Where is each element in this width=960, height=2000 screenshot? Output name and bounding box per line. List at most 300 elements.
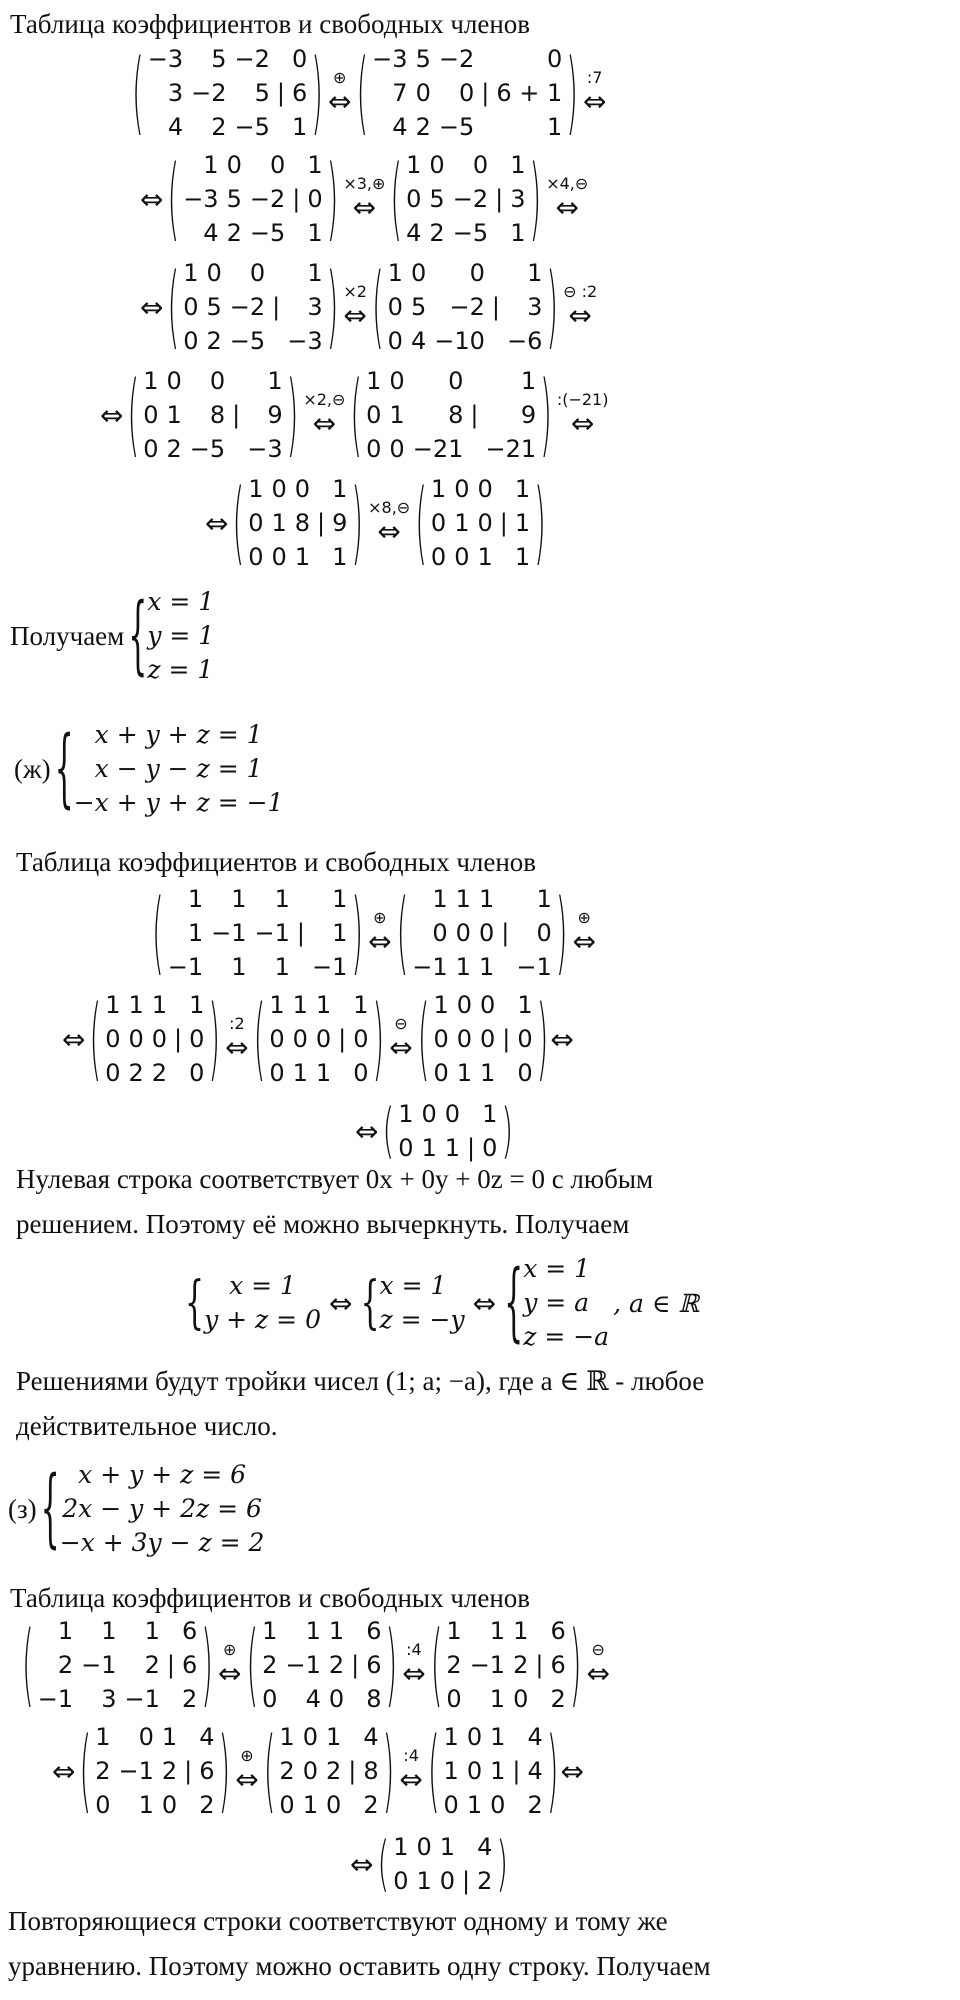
matrix-cell: 0 xyxy=(406,185,422,213)
matrix-cell: 1 xyxy=(267,367,283,395)
matrix-row-5 xyxy=(205,472,548,574)
matrix-cell: 1 xyxy=(307,151,323,179)
matrix-cell: 5 xyxy=(429,185,445,213)
matrix-cell: 1 xyxy=(455,885,471,913)
right-paren: ) xyxy=(536,986,549,1092)
augmented-matrix xyxy=(428,1720,559,1822)
matrix-cell: −3 xyxy=(372,45,408,73)
matrix-cell: 0 xyxy=(325,1791,342,1819)
matrix-cell: 0 xyxy=(269,1059,285,1087)
system-brace: { xyxy=(504,1253,524,1353)
equation: x + y + z = 6 xyxy=(78,1460,246,1489)
augmented-matrix xyxy=(264,1720,395,1822)
augment-separator: | xyxy=(232,401,241,429)
matrix-cell: 2 xyxy=(144,1651,160,1679)
matrix-cell: 1 xyxy=(454,509,470,537)
augmented-matrix xyxy=(418,988,549,1090)
paragraph-line: Повторяющиеся строки соответствуют одному и тому же xyxy=(8,1906,668,1936)
system-brace: { xyxy=(54,719,74,819)
matrix-cell: −1 xyxy=(285,1651,321,1679)
matrix-cell: 1 xyxy=(291,113,308,141)
matrix-cell: 2 xyxy=(325,1757,342,1785)
augment-separator: | xyxy=(491,293,500,321)
matrix-cell: 1 xyxy=(393,1833,409,1861)
matrix-cell: 0 xyxy=(513,1685,529,1713)
matrix-cell: 0 xyxy=(477,475,493,503)
right-paren: ) xyxy=(540,362,552,468)
matrix-cell: 1 xyxy=(274,885,290,913)
problem-label: (з) xyxy=(8,1493,37,1524)
matrix-cell: 1 xyxy=(248,475,264,503)
equation: z = 1 xyxy=(147,655,214,684)
matrix-cell: 8 xyxy=(363,1757,379,1785)
right-paren: ) xyxy=(311,40,323,146)
matrix-cell: −21 xyxy=(412,435,464,463)
matrix-cell: 0 xyxy=(478,919,495,947)
section-heading: Таблица коэффициентов и свободных членов xyxy=(16,847,537,877)
matrix-cell: 1 xyxy=(446,1617,462,1645)
augmented-matrix xyxy=(390,148,541,250)
right-paren: ) xyxy=(569,1612,582,1718)
matrix-cell: 2 xyxy=(279,1757,295,1785)
matrix-cell: 6 xyxy=(199,1757,215,1785)
matrix-cell: 2 xyxy=(363,1791,379,1819)
matrix-cell: 0 xyxy=(248,543,264,571)
right-paren: ) xyxy=(326,254,339,360)
matrix-cell: 0 xyxy=(448,367,464,395)
matrix-cell: −1 xyxy=(37,1685,74,1713)
matrix-cell: 0 xyxy=(546,45,563,73)
matrix-cell: 0 xyxy=(393,1867,409,1895)
row-operation-arrow: ⊕ ⇔ xyxy=(572,908,596,958)
right-paren: ) xyxy=(546,254,559,360)
row-operation-arrow: :7 ⇔ xyxy=(582,68,607,118)
matrix-cell: 9 xyxy=(332,509,348,537)
equivalence-sign: ⇔ xyxy=(205,506,229,540)
left-paren: ( xyxy=(232,470,245,576)
right-paren: ) xyxy=(351,880,364,986)
matrix-cell: 1 xyxy=(546,113,563,141)
matrix-cell: 1 xyxy=(510,219,526,247)
matrix-cell: 0 xyxy=(517,1025,533,1053)
matrix-cell: 0 xyxy=(269,151,286,179)
augment-separator: | xyxy=(495,185,504,213)
left-paren: ( xyxy=(89,986,102,1092)
matrix-cell: 1 xyxy=(389,401,405,429)
matrix-cell: 8 xyxy=(366,1685,382,1713)
matrix-cell: 2 xyxy=(206,327,222,355)
left-paren: ( xyxy=(382,1096,395,1166)
equation: z = −a xyxy=(523,1322,610,1351)
matrix-cell: 2 xyxy=(328,1651,345,1679)
matrix-cell: 1 xyxy=(456,1059,472,1087)
matrix-cell: 1 xyxy=(328,1617,345,1645)
matrix-cell: 1 xyxy=(325,1723,342,1751)
matrix-cell: 6 xyxy=(366,1651,382,1679)
row-operation-arrow: :2 ⇔ xyxy=(225,1014,249,1064)
left-paren: ( xyxy=(377,1829,390,1899)
matrix-cell: 1 xyxy=(482,1100,498,1128)
left-paren: ( xyxy=(167,146,180,252)
right-paren: ) xyxy=(555,880,568,986)
matrix-cell: −1 xyxy=(254,919,290,947)
matrix-cell: 0 xyxy=(151,1025,168,1053)
augmented-matrix xyxy=(431,1614,582,1716)
row-operation-arrow: ×4,⊖ ⇔ xyxy=(546,174,589,224)
matrix-cell: −2 xyxy=(438,45,475,73)
matrix-cell: 5 xyxy=(254,79,270,107)
matrix-cell: 0 xyxy=(432,919,448,947)
matrix-cell: 4 xyxy=(305,1685,321,1713)
matrix-cell: 1 xyxy=(455,953,471,981)
matrix-cell: 0 xyxy=(389,435,405,463)
matrix-cell: 0 xyxy=(517,1059,533,1087)
problem-z-system xyxy=(8,1458,264,1560)
matrix-cell: −3 xyxy=(247,435,283,463)
matrix-cell: 1 xyxy=(189,991,205,1019)
matrix-cell: 5 xyxy=(211,45,227,73)
matrix-cell: 1 xyxy=(421,1134,437,1162)
matrix-cell: 0 xyxy=(307,185,323,213)
matrix-cell: 3 xyxy=(167,79,184,107)
equivalence-sign: ⇔ xyxy=(62,1022,86,1056)
matrix-cell: 0 xyxy=(466,1723,483,1751)
right-paren: ) xyxy=(566,40,578,146)
matrix-cell: 2 xyxy=(211,113,227,141)
augmented-matrix xyxy=(377,1830,508,1898)
matrix-cell: 9 xyxy=(267,401,283,429)
system-brace: { xyxy=(360,1269,380,1337)
matrix-cell: 0 xyxy=(189,1025,205,1053)
right-paren: ) xyxy=(208,986,221,1092)
left-paren: ( xyxy=(132,40,144,146)
matrix-cell: 1 xyxy=(443,1757,459,1785)
matrix-cell: 0 xyxy=(456,991,472,1019)
matrix-cell: −5 xyxy=(452,219,489,247)
augmented-matrix xyxy=(232,472,363,574)
matrix-cell: 2 xyxy=(161,1757,178,1785)
matrix-cell: 0 xyxy=(138,1723,154,1751)
equivalence-sign: ⇔ xyxy=(560,1754,584,1788)
matrix-cell: 1 xyxy=(489,1617,506,1645)
section-heading: Таблица коэффициентов и свободных членов xyxy=(10,9,531,39)
equivalence-sign: ⇔ xyxy=(350,1847,374,1881)
equation: x = 1 xyxy=(147,587,215,616)
matrix-cell: 1 xyxy=(536,885,552,913)
matrix-cell: 7 xyxy=(392,79,408,107)
right-paren: ) xyxy=(286,362,299,468)
matrix-cell: 0 xyxy=(472,151,489,179)
matrix-cell: 2 xyxy=(477,1867,493,1895)
matrix-cell: 1 xyxy=(292,1059,308,1087)
matrix-cell: −3 xyxy=(183,185,219,213)
row-operation-arrow: ⊖ :2 ⇔ xyxy=(563,282,598,332)
right-paren: ) xyxy=(201,1612,213,1718)
matrix-cell: 1 xyxy=(513,1617,529,1645)
paragraph-line: Решениями будут тройки чисел (1; a; −a), где a ∈ ℝ - любое xyxy=(16,1366,705,1396)
matrix-cell: 0 xyxy=(206,259,222,287)
right-paren: ) xyxy=(529,146,542,252)
matrix-cell: 2 xyxy=(429,219,445,247)
left-paren: ( xyxy=(167,254,180,360)
matrix-cell: 1 xyxy=(57,1617,74,1645)
matrix-cell: 1 xyxy=(443,1723,459,1751)
matrix-cell: 1 xyxy=(527,259,543,287)
matrix-cell: 4 xyxy=(527,1757,543,1785)
matrix-cell: 1 xyxy=(138,1791,154,1819)
matrix-cell: 0 xyxy=(387,293,403,321)
matrix-row-z-3 xyxy=(350,1830,510,1898)
augmented-matrix xyxy=(89,988,220,1090)
right-paren: ) xyxy=(546,1718,559,1824)
matrix-cell: 4 xyxy=(199,1723,215,1751)
matrix-cell: 0 xyxy=(439,1867,456,1895)
matrix-cell: 0 xyxy=(271,475,287,503)
matrix-cell: 0 xyxy=(353,1059,369,1087)
matrix-cell: 0 xyxy=(443,1791,459,1819)
matrix-cell: 0 xyxy=(482,1134,498,1162)
left-paren: ( xyxy=(390,146,403,252)
matrix-cell: 1 xyxy=(269,991,285,1019)
matrix-cell: 0 xyxy=(446,1685,462,1713)
matrix-cell: 1 xyxy=(432,885,448,913)
matrix-cell: 0 xyxy=(433,1059,449,1087)
paragraph-line: действительное число. xyxy=(16,1411,278,1441)
left-paren: ( xyxy=(79,1718,92,1824)
matrix-cell: 4 xyxy=(527,1723,543,1751)
equation: y = a xyxy=(523,1288,590,1317)
matrix-cell: 0 xyxy=(226,151,242,179)
row-operation-arrow: :(−21) ⇔ xyxy=(556,390,609,440)
equivalence-sign: ⇔ xyxy=(140,290,164,324)
augmented-matrix xyxy=(350,364,551,466)
augment-separator: | xyxy=(296,919,305,947)
matrix-cell: 1 xyxy=(262,1617,278,1645)
matrix-cell: 1 xyxy=(406,151,422,179)
matrix-row-z-1 xyxy=(20,1614,613,1716)
matrix-cell: 2 xyxy=(226,219,242,247)
equivalence-sign: ⇔ xyxy=(550,1022,574,1056)
right-paren: ) xyxy=(326,146,339,252)
matrix-cell: 2 xyxy=(128,1059,144,1087)
matrix-cell: 1 xyxy=(151,991,168,1019)
augment-separator: | xyxy=(501,919,510,947)
matrix-cell: 1 xyxy=(315,991,332,1019)
augmented-matrix xyxy=(132,42,323,144)
matrix-cell: −2 xyxy=(229,293,266,321)
matrix-cell: 0 xyxy=(430,543,447,571)
row-operation-arrow: ⊕ ⇔ xyxy=(235,1746,259,1796)
matrix-cell: 2 xyxy=(527,1791,543,1819)
matrix-cell: 0 xyxy=(291,45,308,73)
augment-separator: | xyxy=(499,509,508,537)
matrix-cell: 0 xyxy=(480,1025,496,1053)
matrix-cell: −1 xyxy=(124,1685,160,1713)
matrix-cell: 6 xyxy=(181,1617,198,1645)
augment-separator: | xyxy=(184,1757,193,1785)
matrix-cell: 1 xyxy=(430,475,447,503)
matrix-cell: 1 xyxy=(187,885,204,913)
matrix-cell: 0 xyxy=(429,151,445,179)
matrix-cell: 1 xyxy=(366,367,382,395)
augment-separator: | xyxy=(317,509,326,537)
matrix-cell: 0 xyxy=(433,1025,449,1053)
equivalence-sign: ⇔ xyxy=(140,182,164,216)
matrix-row-zh-3 xyxy=(355,1097,515,1165)
matrix-cell: 2 xyxy=(415,113,431,141)
matrix-cell: 1 xyxy=(478,953,495,981)
matrix-cell: 3 xyxy=(101,1685,117,1713)
right-paren: ) xyxy=(385,1612,398,1718)
row-operation-arrow: :4 ⇔ xyxy=(399,1746,423,1796)
matrix-cell: 1 xyxy=(294,543,311,571)
matrix-cell: 1 xyxy=(416,1867,432,1895)
augmented-matrix xyxy=(127,364,298,466)
matrix-cell: 0 xyxy=(279,1791,295,1819)
matrix-cell: −5 xyxy=(189,435,226,463)
matrix-cell: 0 xyxy=(444,1100,461,1128)
equation-system xyxy=(41,1458,265,1560)
matrix-cell: 0 xyxy=(105,1059,121,1087)
row-operation-arrow: ⊖ ⇔ xyxy=(389,1014,413,1064)
left-paren: ( xyxy=(152,880,164,986)
matrix-cell: 0 xyxy=(166,367,182,395)
matrix-cell: 4 xyxy=(203,219,219,247)
matrix-cell: 1 xyxy=(279,1723,295,1751)
matrix-cell: −1 xyxy=(118,1757,154,1785)
left-paren: ( xyxy=(263,1718,276,1824)
matrix-cell: −2 xyxy=(191,79,227,107)
matrix-cell: 1 xyxy=(477,543,493,571)
left-paren: ( xyxy=(427,1718,440,1824)
matrix-cell: 0 xyxy=(189,1059,205,1087)
matrix-cell: 2 xyxy=(151,1059,168,1087)
equivalence-sign: ⇔ xyxy=(355,1114,379,1148)
augment-separator: | xyxy=(467,1134,476,1162)
matrix-cell: 2 xyxy=(57,1651,74,1679)
augment-separator: | xyxy=(174,1025,183,1053)
matrix-cell: 2 xyxy=(199,1791,215,1819)
equation-system xyxy=(55,718,284,820)
matrix-cell: 1 xyxy=(332,475,348,503)
result-system xyxy=(10,585,214,687)
matrix-cell: 4 xyxy=(392,113,408,141)
matrix-cell: 0 xyxy=(366,435,382,463)
row-operation-arrow: ⊕ ⇔ xyxy=(327,68,352,118)
matrix-cell: 6 xyxy=(550,1617,566,1645)
row-operation-arrow: ×3,⊕ ⇔ xyxy=(343,174,386,224)
augment-separator: | xyxy=(338,1025,347,1053)
matrix-cell: −5 xyxy=(229,327,266,355)
right-paren: ) xyxy=(372,986,385,1092)
matrix-cell: −2 xyxy=(234,45,270,73)
matrix-cell: 1 xyxy=(444,1134,461,1162)
matrix-cell: 6 xyxy=(366,1617,382,1645)
augment-separator: | xyxy=(481,79,490,107)
matrix-cell: 5 xyxy=(415,45,431,73)
matrix-cell: 1 xyxy=(307,219,323,247)
augmented-matrix xyxy=(167,256,338,358)
matrix-cell: 1 xyxy=(332,885,348,913)
system-brace: { xyxy=(40,1459,60,1559)
matrix-cell: 0 xyxy=(536,919,552,947)
matrix-cell: −1 xyxy=(516,953,552,981)
matrix-cell: 0 xyxy=(294,475,311,503)
matrix-cell: −5 xyxy=(438,113,475,141)
row-operation-arrow: ×2 ⇔ xyxy=(343,282,367,332)
matrix-cell: 1 xyxy=(203,151,219,179)
matrix-cell: 1 xyxy=(517,991,533,1019)
matrix-cell: 1 xyxy=(187,919,204,947)
matrix-cell: 0 xyxy=(454,543,470,571)
matrix-cell: 0 xyxy=(455,919,471,947)
augmented-matrix xyxy=(254,988,385,1090)
matrix-row-3 xyxy=(140,256,600,358)
right-paren: ) xyxy=(534,470,546,576)
augment-separator: | xyxy=(272,293,281,321)
problem-label: (ж) xyxy=(14,753,51,784)
equation: x = 1 xyxy=(229,1271,296,1300)
matrix-cell: 0 xyxy=(271,543,287,571)
matrix-cell: 1 xyxy=(387,259,403,287)
matrix-cell: 8 xyxy=(209,401,226,429)
equation: z = −y xyxy=(379,1305,465,1334)
equivalence-sign: ⇔ xyxy=(100,398,124,432)
matrix-cell: 6 xyxy=(550,1651,566,1679)
augment-separator: | xyxy=(512,1757,521,1785)
matrix-cell: 6 xyxy=(291,79,308,107)
matrix-cell: 2 xyxy=(550,1685,566,1713)
left-paren: ( xyxy=(356,40,369,146)
equivalence-sign: ⇔ xyxy=(328,1286,353,1320)
matrix-cell: −1 xyxy=(211,919,247,947)
matrix-cell: 0 xyxy=(209,367,226,395)
matrix-cell: 1 xyxy=(315,1059,332,1087)
matrix-cell: 2 xyxy=(166,435,182,463)
matrix-cell: 1 xyxy=(353,991,369,1019)
matrix-cell: 0 xyxy=(248,509,264,537)
matrix-cell: 0 xyxy=(389,367,405,395)
matrix-cell: 1 xyxy=(95,1723,111,1751)
matrix-cell: 2 xyxy=(513,1651,529,1679)
matrix-cell: 1 xyxy=(478,885,495,913)
left-paren: ( xyxy=(417,986,430,1092)
matrix-cell: 1 xyxy=(514,475,531,503)
matrix-cell: 2 xyxy=(262,1651,278,1679)
matrix-cell: −3 xyxy=(287,327,323,355)
left-paren: ( xyxy=(253,986,266,1092)
matrix-cell: −2 xyxy=(249,185,286,213)
matrix-cell: −10 xyxy=(434,327,485,355)
matrix-cell: 0 xyxy=(292,1025,308,1053)
matrix-cell: 0 xyxy=(480,991,496,1019)
matrix-cell: 1 xyxy=(183,259,199,287)
matrix-cell: 0 xyxy=(249,259,266,287)
left-paren: ( xyxy=(246,1612,259,1718)
matrix-cell: 3 xyxy=(510,185,526,213)
augment-separator: | xyxy=(502,1025,511,1053)
equivalence-sign: ⇔ xyxy=(472,1286,497,1320)
matrix-cell: 0 xyxy=(398,1134,414,1162)
matrix-cell: 2 xyxy=(446,1651,462,1679)
augment-separator: | xyxy=(166,1651,175,1679)
matrix-cell: 0 xyxy=(315,1025,332,1053)
matrix-cell: 0 xyxy=(416,1833,432,1861)
paragraph-line: решением. Поэтому её можно вычеркнуть. Получаем xyxy=(16,1209,630,1239)
matrix-cell: 0 xyxy=(328,1685,345,1713)
matrix-cell: 0 xyxy=(466,1757,483,1785)
matrix-cell: 0 xyxy=(302,1757,318,1785)
